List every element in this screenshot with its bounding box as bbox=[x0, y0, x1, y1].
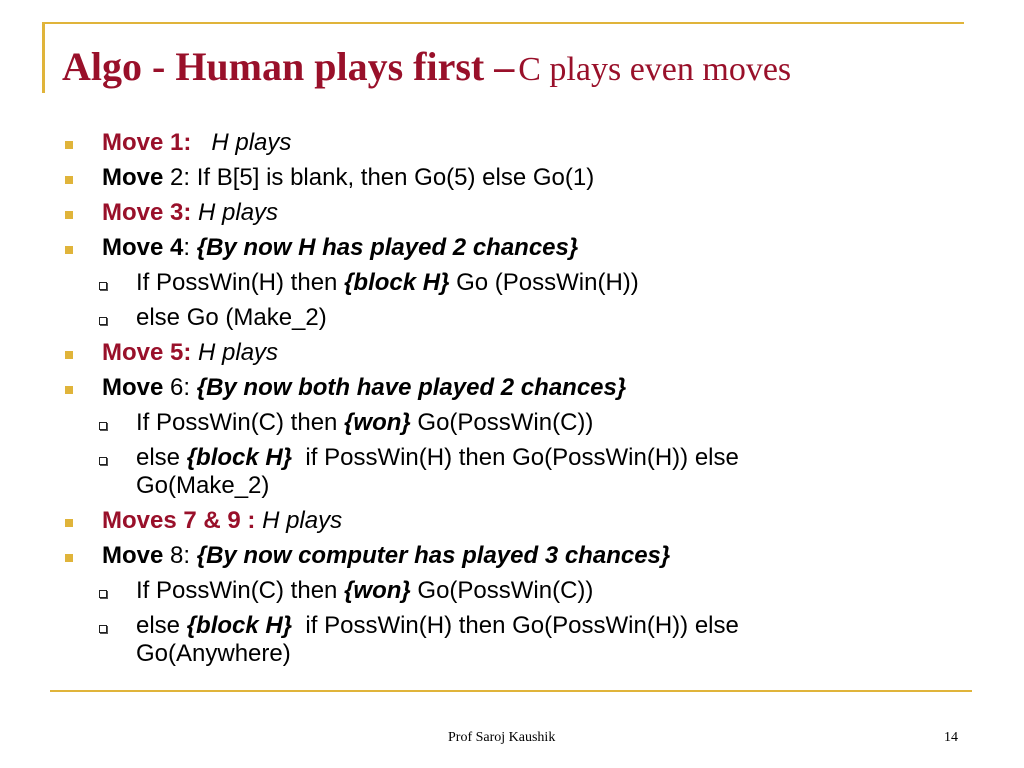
bullet-list bbox=[62, 122, 962, 668]
sub-item-continuation: Go(Make_2) bbox=[136, 472, 270, 499]
list-item-move-3 bbox=[62, 199, 962, 227]
sub-item-continuation: Go(Anywhere) bbox=[136, 640, 291, 667]
move-text: H plays bbox=[262, 507, 343, 534]
sub-item-post: Go(PossWin(C)) bbox=[417, 577, 594, 604]
move-label: Move bbox=[102, 164, 164, 191]
move-number: 4 bbox=[170, 234, 184, 261]
move-label: Move 1: bbox=[102, 129, 192, 156]
sub-item-emph: {block H} bbox=[344, 269, 450, 296]
move-colon: : bbox=[183, 234, 191, 261]
move-comment: {By now both have played 2 chances} bbox=[196, 374, 627, 401]
move-text: 2: If B[5] is blank, then Go(5) else Go(1) bbox=[170, 164, 595, 191]
list-item-move-6 bbox=[62, 374, 962, 402]
slide-title bbox=[62, 43, 791, 90]
move-label: Moves 7 & 9 : bbox=[102, 507, 256, 534]
sub-item-pre: If PossWin(C) then bbox=[136, 577, 338, 604]
list-item-moves-7-9 bbox=[62, 507, 962, 535]
move-text: H plays bbox=[198, 199, 279, 226]
hollow-square-bullet-icon bbox=[99, 590, 107, 598]
sub-item-block-h bbox=[62, 269, 962, 297]
square-bullet-icon bbox=[65, 246, 73, 254]
hollow-square-bullet-icon bbox=[99, 282, 107, 290]
square-bullet-icon bbox=[65, 176, 73, 184]
hollow-square-bullet-icon bbox=[99, 317, 107, 325]
sub-item-pre: If PossWin(H) then bbox=[136, 269, 338, 296]
sub-item-else-block-h-2 bbox=[62, 612, 962, 668]
sub-item-post: Go (PossWin(H)) bbox=[456, 269, 639, 296]
footer-rule bbox=[50, 690, 972, 692]
sub-item-emph: {won} bbox=[344, 409, 411, 436]
move-label: Move 3: bbox=[102, 199, 192, 226]
move-label: Move bbox=[102, 374, 164, 401]
move-text: H plays bbox=[198, 339, 279, 366]
footer-author: Prof Saroj Kaushik bbox=[448, 730, 556, 745]
sub-item-emph: {block H} bbox=[186, 612, 293, 639]
list-item-move-1 bbox=[62, 129, 962, 157]
square-bullet-icon bbox=[65, 211, 73, 219]
square-bullet-icon bbox=[65, 141, 73, 149]
square-bullet-icon bbox=[65, 519, 73, 527]
slide-title-main: Algo - Human plays first – bbox=[62, 44, 515, 89]
title-accent-horizontal-rule bbox=[42, 22, 964, 24]
move-label: Move bbox=[102, 542, 164, 569]
sub-item-post: if PossWin(H) then Go(PossWin(H)) else bbox=[305, 444, 739, 471]
move-number: 8 bbox=[170, 542, 184, 569]
move-text: H plays bbox=[211, 129, 292, 156]
sub-item-else-block-h bbox=[62, 444, 962, 500]
square-bullet-icon bbox=[65, 386, 73, 394]
hollow-square-bullet-icon bbox=[99, 625, 107, 633]
list-item-move-2 bbox=[62, 164, 962, 192]
sub-item-post: if PossWin(H) then Go(PossWin(H)) else bbox=[305, 612, 739, 639]
list-item-move-8 bbox=[62, 542, 962, 570]
sub-item-won-2 bbox=[62, 577, 962, 605]
slide-title-subtitle: C plays even moves bbox=[518, 51, 792, 88]
sub-item-pre: else bbox=[136, 444, 181, 471]
move-colon: : bbox=[183, 374, 191, 401]
sub-item-pre: If PossWin(C) then bbox=[136, 409, 338, 436]
square-bullet-icon bbox=[65, 351, 73, 359]
move-label: Move bbox=[102, 234, 164, 261]
move-label: Move 5: bbox=[102, 339, 192, 366]
title-accent-vertical-rule bbox=[42, 22, 45, 93]
sub-item-pre: else bbox=[136, 612, 181, 639]
square-bullet-icon bbox=[65, 554, 73, 562]
move-comment: {By now H has played 2 chances} bbox=[196, 234, 579, 261]
sub-item-make-2 bbox=[62, 304, 962, 332]
sub-item-emph: {block H} bbox=[186, 444, 293, 471]
move-number: 6 bbox=[170, 374, 184, 401]
sub-item-emph: {won} bbox=[344, 577, 411, 604]
move-comment: {By now computer has played 3 chances} bbox=[196, 542, 671, 569]
move-colon: : bbox=[183, 542, 191, 569]
sub-item-text: else Go (Make_2) bbox=[136, 304, 327, 331]
list-item-move-5 bbox=[62, 339, 962, 367]
hollow-square-bullet-icon bbox=[99, 422, 107, 430]
list-item-move-4 bbox=[62, 234, 962, 262]
sub-item-won bbox=[62, 409, 962, 437]
sub-item-post: Go(PossWin(C)) bbox=[417, 409, 594, 436]
hollow-square-bullet-icon bbox=[99, 457, 107, 465]
page-number: 14 bbox=[944, 730, 958, 745]
